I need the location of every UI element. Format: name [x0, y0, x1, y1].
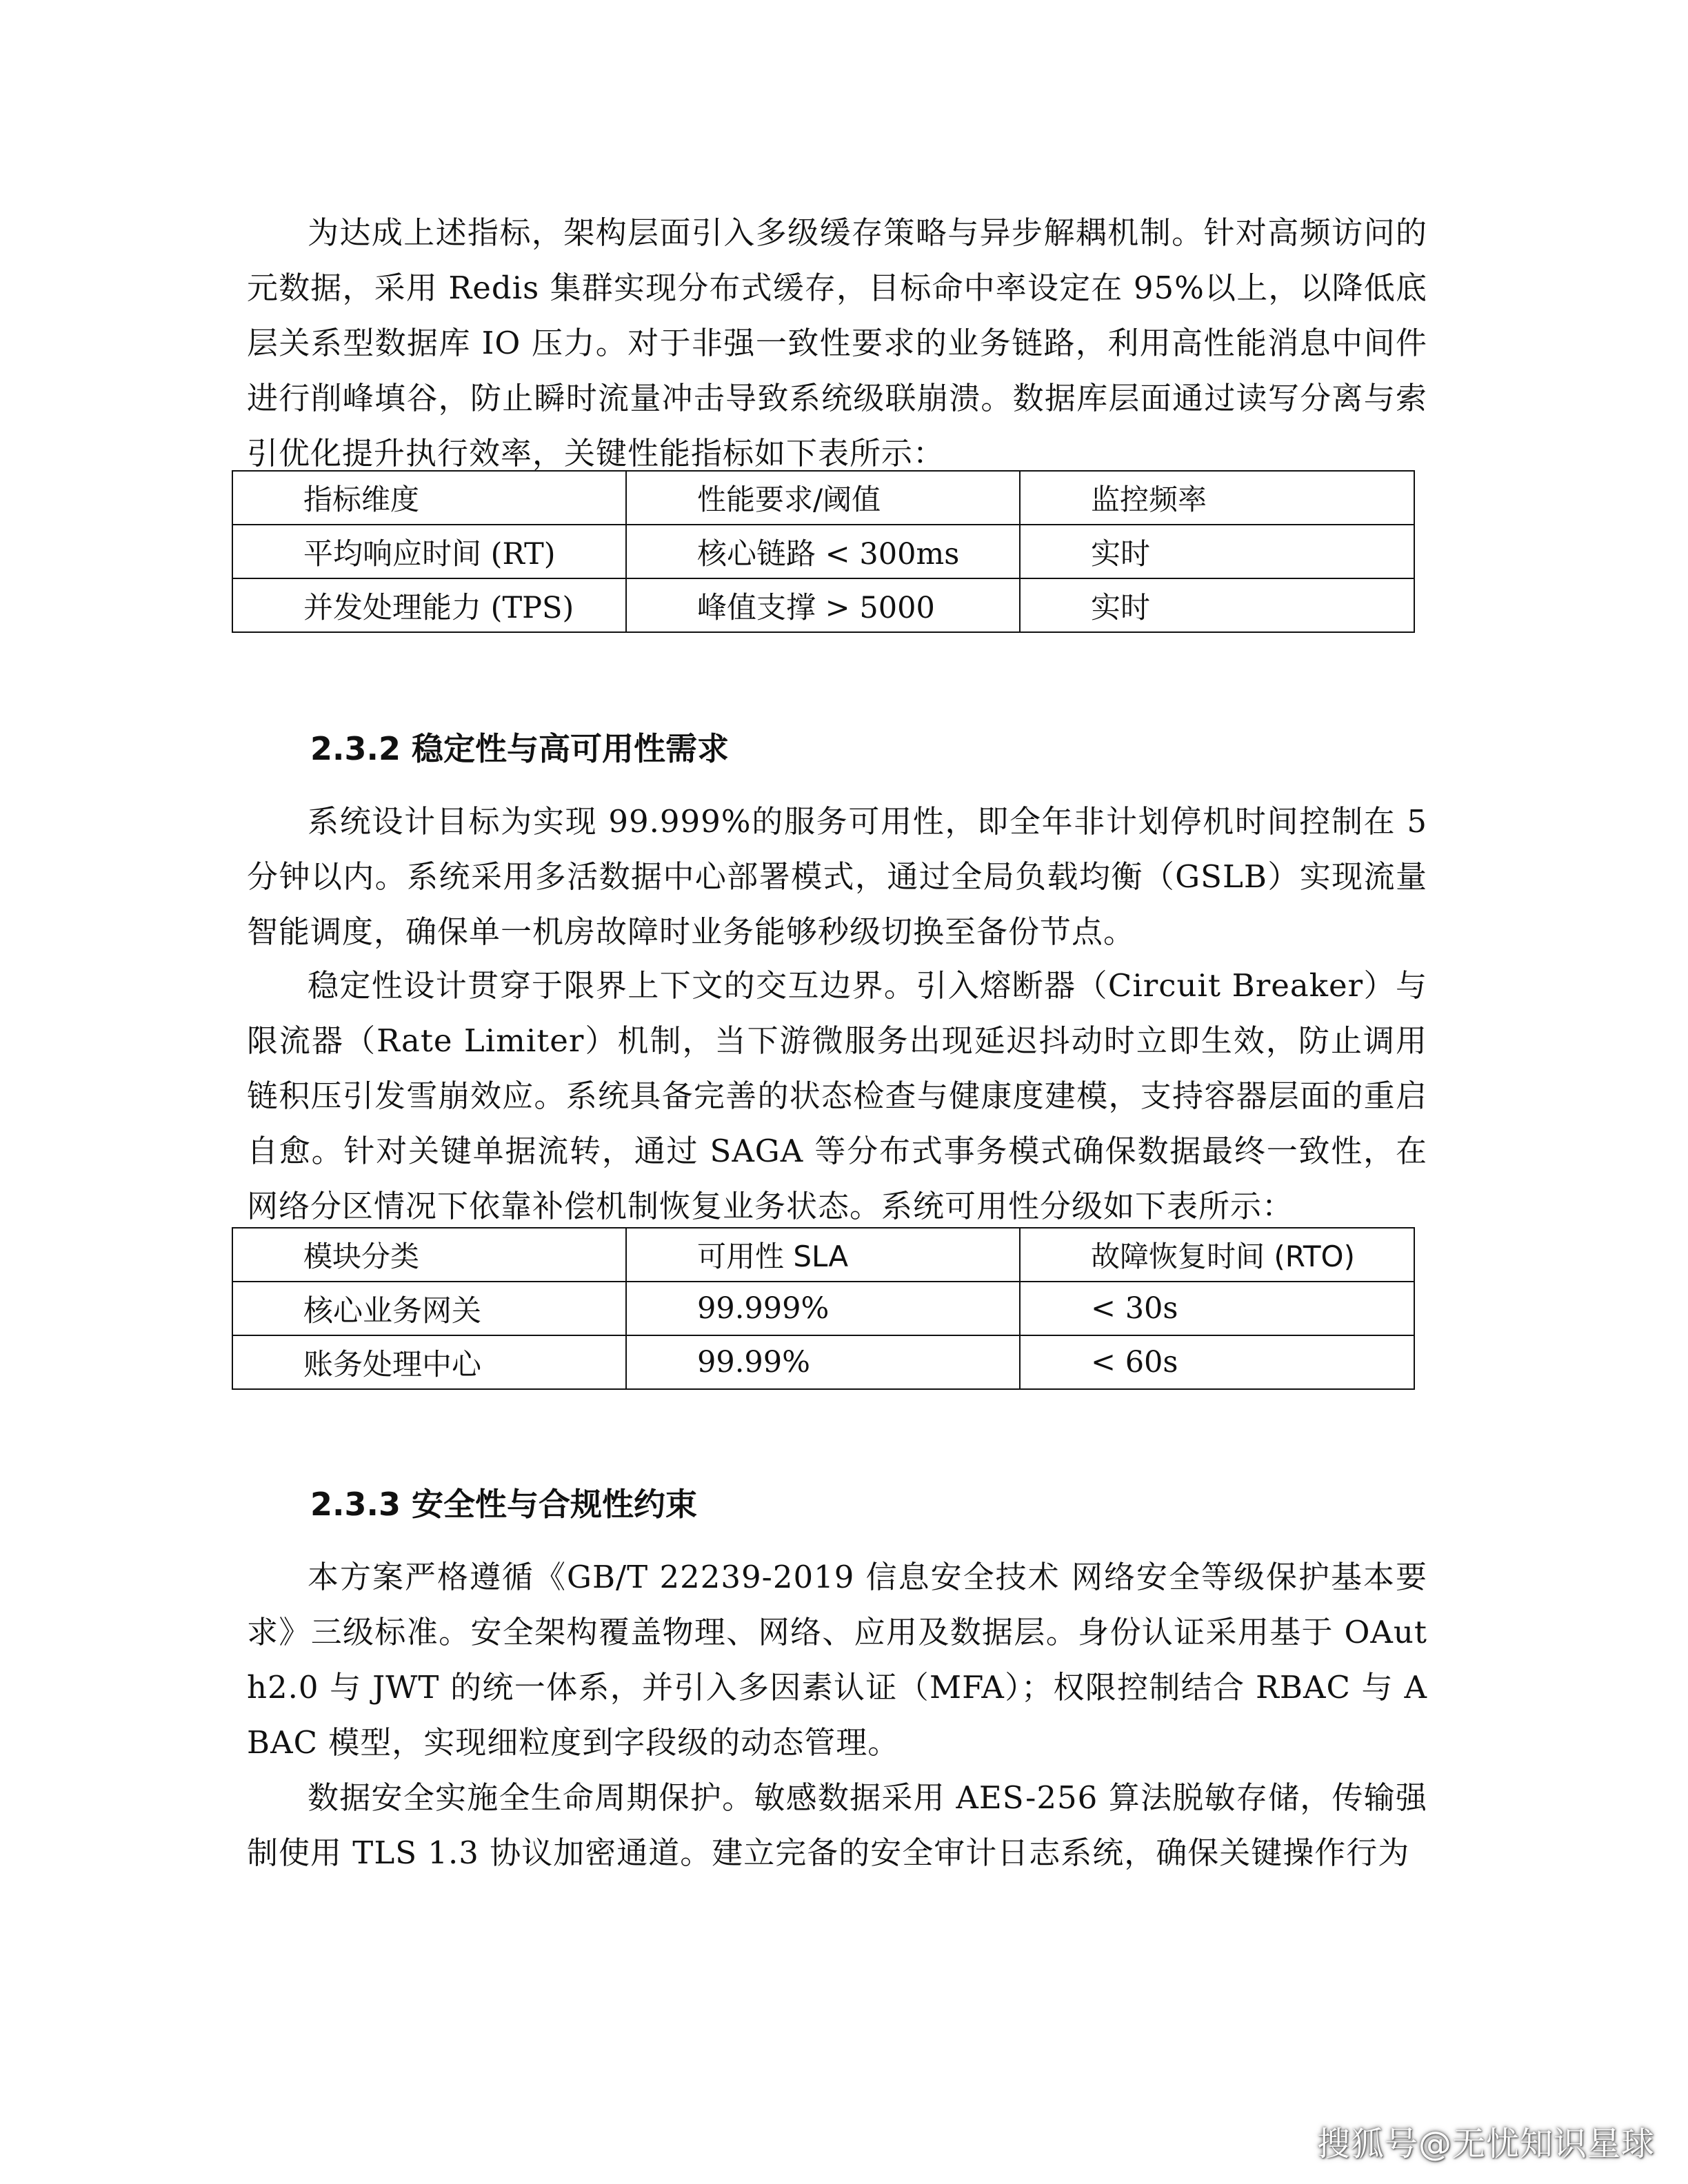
section-heading-security: 2.3.3 安全性与合规性约束 [310, 1486, 697, 1523]
paragraph-cache-strategy: 为达成上述指标，架构层面引入多级缓存策略与异步解耦机制。针对高频访问的元数据，采用 Redis 集群实现分布式缓存，目标命中率设定在 95%以上，以降低底层关系型数据库 IO 压力。对于非强一致性要求的业务链路，利用高性能消息中间件进行削峰填谷，防止瞬时流量冲击导致系统级联崩溃。数据库层面通过读写分离与索引优化提升执行效率，关键性能指标如下表所示： [247, 214, 1427, 472]
paragraph-stability-design: 稳定性设计贯穿于限界上下文的交互边界。引入熔断器（Circuit Breaker）与限流器（Rate Limiter）机制，当下游微服务出现延迟抖动时立即生效，防止调用链积压引发雪崩效应。系统具备完善的状态检查与健康度建模，支持容器层面的重启自愈。针对关键单据流转，通过 SAGA 等分布式事务模式确保数据最终一致性，在网络分区情况下依靠补偿机制恢复业务状态。系统可用性分级如下表所示： [247, 967, 1427, 1224]
table-cell: 实时 [1020, 525, 1414, 578]
table-cell: 平均响应时间 (RT) [232, 525, 626, 578]
table-header-cell: 可用性 SLA [626, 1228, 1020, 1282]
table-row [232, 525, 1414, 578]
table-header-row [232, 471, 1414, 525]
table-header-cell: 模块分类 [232, 1228, 626, 1282]
table-cell: 峰值支撑 > 5000 [626, 578, 1020, 632]
table-row [232, 1335, 1414, 1389]
table-cell: < 60s [1020, 1335, 1414, 1389]
table-cell: 核心链路 < 300ms [626, 525, 1020, 578]
section-heading-stability: 2.3.2 稳定性与高可用性需求 [310, 730, 729, 767]
table-cell: 账务处理中心 [232, 1335, 626, 1389]
table-cell: < 30s [1020, 1282, 1414, 1335]
table-cell: 核心业务网关 [232, 1282, 626, 1335]
availability-table [232, 1227, 1415, 1390]
table-cell: 并发处理能力 (TPS) [232, 578, 626, 632]
performance-table [232, 470, 1415, 633]
table-row [232, 1282, 1414, 1335]
table-row [232, 578, 1414, 632]
watermark: 搜狐号@无忧知识星球 [1316, 2125, 1655, 2163]
table-header-cell: 监控频率 [1020, 471, 1414, 525]
table-header-row [232, 1228, 1414, 1282]
table-cell: 实时 [1020, 578, 1414, 632]
table-header-cell: 指标维度 [232, 471, 626, 525]
table-cell: 99.999% [626, 1282, 1020, 1335]
table-header-cell: 性能要求/阈值 [626, 471, 1020, 525]
paragraph-data-security: 数据安全实施全生命周期保护。敏感数据采用 AES-256 算法脱敏存储，传输强制使用 TLS 1.3 协议加密通道。建立完备的安全审计日志系统，确保关键操作行为 [247, 1779, 1427, 1871]
table-cell: 99.99% [626, 1335, 1020, 1389]
paragraph-availability-target: 系统设计目标为实现 99.999%的服务可用性，即全年非计划停机时间控制在 5 分钟以内。系统采用多活数据中心部署模式，通过全局负载均衡（GSLB）实现流量智能调度，确保单一机房故障时业务能够秒级切换至备份节点。 [247, 803, 1427, 950]
paragraph-security-architecture: 本方案严格遵循《GB/T 22239-2019 信息安全技术 网络安全等级保护基本要求》三级标准。安全架构覆盖物理、网络、应用及数据层。身份认证采用基于 OAuth2.0 与 JWT 的统一体系，并引入多因素认证（MFA）；权限控制结合 RBAC 与 ABAC 模型，实现细粒度到字段级的动态管理。 [247, 1559, 1427, 1761]
table-header-cell: 故障恢复时间 (RTO) [1020, 1228, 1414, 1282]
